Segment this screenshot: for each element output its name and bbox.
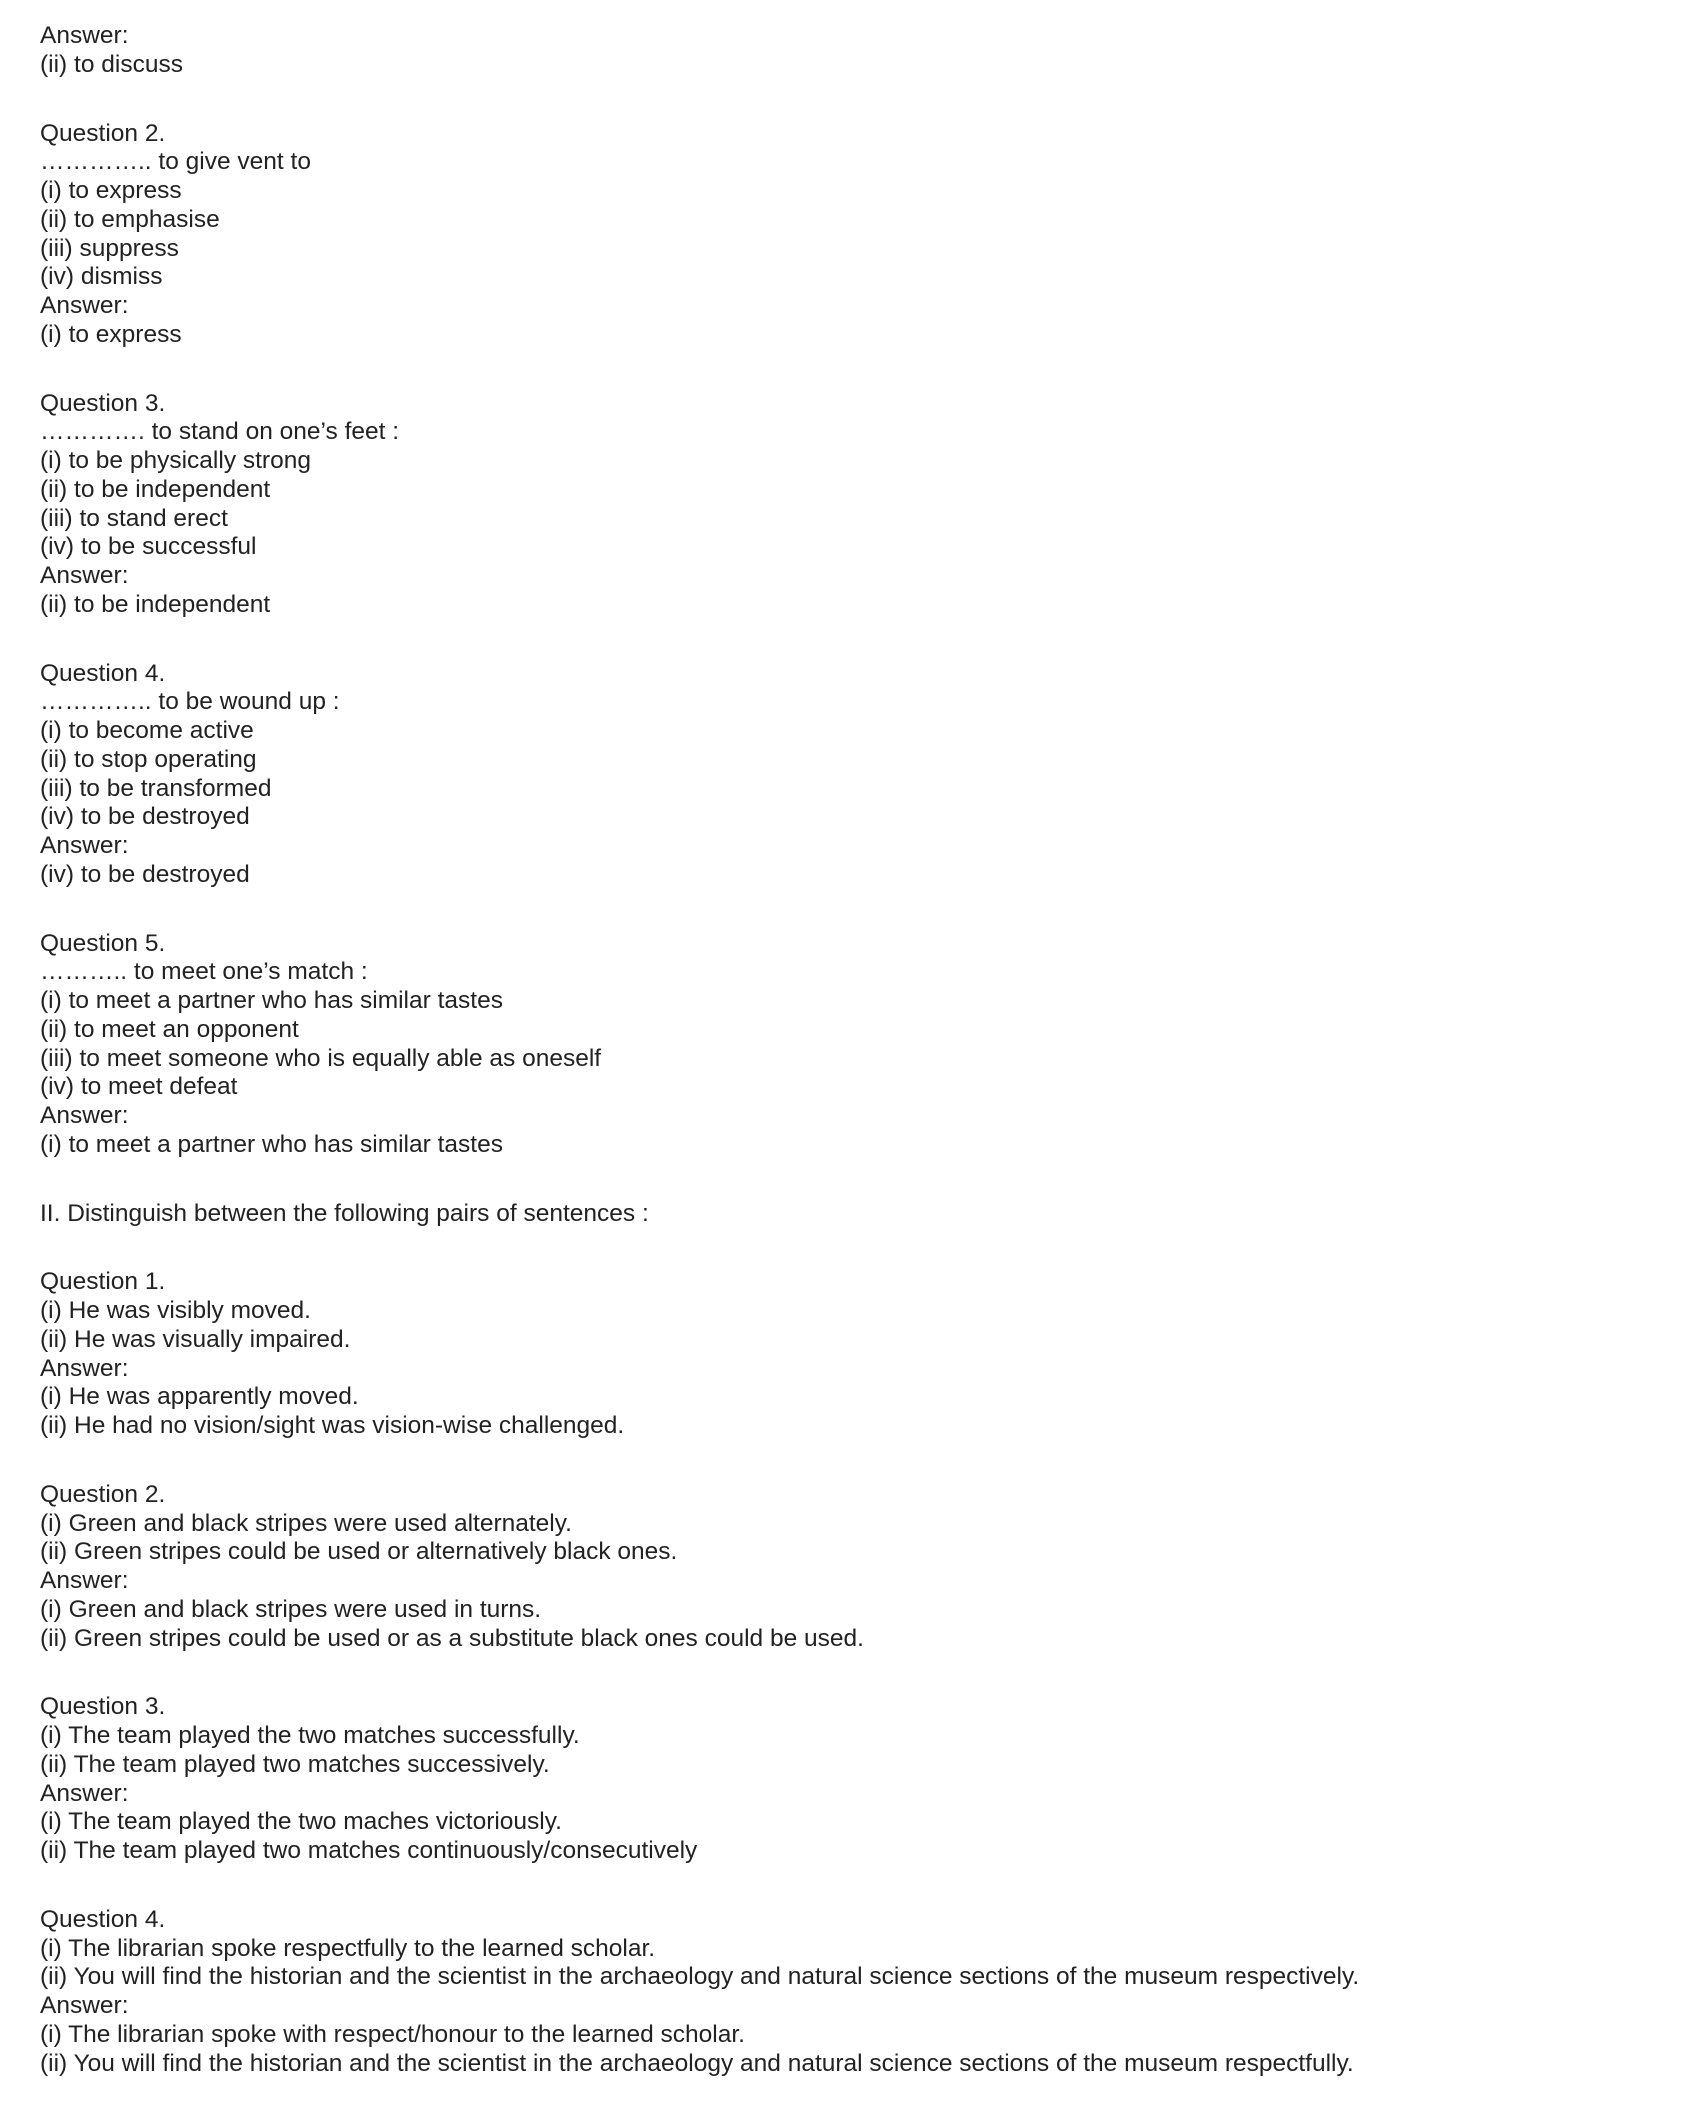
answer-label: Answer: xyxy=(40,1354,129,1382)
option-line: (ii) to discuss xyxy=(40,50,183,78)
option-line: (iv) to be destroyed xyxy=(40,860,250,888)
option-line: (ii) He had no vision/sight was vision-wise challenged. xyxy=(40,1412,625,1439)
option-line: (ii) to meet an opponent xyxy=(40,1015,299,1043)
answer-label: Answer: xyxy=(40,1992,129,2019)
option-line: (iv) to be destroyed xyxy=(40,803,250,831)
answer-label: Answer: xyxy=(40,1102,129,1129)
option-line: (ii) He was visually impaired. xyxy=(40,1325,351,1353)
option-line: (ii) to stop operating xyxy=(40,745,257,773)
question-heading: Question 1. xyxy=(40,1268,166,1296)
answer-label: Answer: xyxy=(40,22,129,49)
question-heading: Question 2. xyxy=(40,119,166,147)
option-line: (iii) to be transformed xyxy=(40,774,272,802)
paragraph-spacer xyxy=(40,890,1680,930)
option-line: (ii) to be independent xyxy=(40,590,271,618)
option-line: (ii) The team played two matches continuously/consecutively xyxy=(40,1837,698,1864)
paragraph-spacer xyxy=(40,620,1680,660)
section-heading: II. Distinguish between the following pairs of sentences : xyxy=(40,1199,649,1227)
option-line: (i) The librarian spoke with respect/honour to the learned scholar. xyxy=(40,2020,745,2048)
option-line: (i) Green and black stripes were used alternately. xyxy=(40,1509,572,1537)
option-line: (iii) to meet someone who is equally able as oneself xyxy=(40,1044,602,1072)
option-line: (i) He was apparently moved. xyxy=(40,1383,359,1411)
option-line: (iii) to stand erect xyxy=(40,504,228,532)
question-heading: Question 5. xyxy=(40,929,166,957)
answer-label: Answer: xyxy=(40,292,129,319)
option-line: (i) Green and black stripes were used in turns. xyxy=(40,1595,542,1623)
paragraph-spacer xyxy=(40,80,1680,120)
option-line: (i) to express xyxy=(40,177,182,204)
answer-label: Answer: xyxy=(40,832,129,859)
prompt-line: ……….. to meet one’s match : xyxy=(40,958,368,986)
paragraph-spacer xyxy=(40,1160,1680,1200)
prompt-line: ………….. to give vent to xyxy=(40,148,311,176)
paragraph-spacer xyxy=(40,1441,1680,1481)
option-line: (i) The librarian spoke respectfully to the learned scholar. xyxy=(40,1934,656,1962)
option-line: (ii) You will find the historian and the scientist in the archaeology and natural science sections of the museum respectively. xyxy=(40,1963,1360,1991)
option-line: (ii) Green stripes could be used or as a substitute black ones could be used. xyxy=(40,1624,864,1652)
option-line: (ii) Green stripes could be used or alternatively black ones. xyxy=(40,1538,678,1566)
option-line: (iv) to be successful xyxy=(40,533,257,561)
prompt-line: ………….. to be wound up : xyxy=(40,688,340,716)
answer-label: Answer: xyxy=(40,562,129,589)
option-line: (ii) to emphasise xyxy=(40,205,220,233)
paragraph-spacer xyxy=(40,1653,1680,1693)
question-heading: Question 4. xyxy=(40,1905,166,1933)
option-line: (i) to meet a partner who has similar tastes xyxy=(40,987,503,1014)
question-heading: Question 3. xyxy=(40,389,166,417)
option-line: (i) The team played the two matches successfully. xyxy=(40,1722,580,1749)
option-line: (i) to become active xyxy=(40,717,254,744)
question-heading: Question 3. xyxy=(40,1693,166,1721)
option-line: (i) The team played the two maches victoriously. xyxy=(40,1808,562,1836)
answer-label: Answer: xyxy=(40,1567,129,1594)
document-body xyxy=(40,22,1680,2078)
option-line: (iii) suppress xyxy=(40,234,179,262)
option-line: (ii) The team played two matches successively. xyxy=(40,1750,550,1778)
option-line: (i) He was visibly moved. xyxy=(40,1297,311,1324)
question-heading: Question 2. xyxy=(40,1480,166,1508)
paragraph-spacer xyxy=(40,350,1680,390)
paragraph-spacer xyxy=(40,1228,1680,1268)
option-line: (i) to express xyxy=(40,320,182,348)
option-line: (ii) You will find the historian and the scientist in the archaeology and natural science sections of the museum respectfully. xyxy=(40,2049,1354,2077)
prompt-line: …………. to stand on one’s feet : xyxy=(40,418,400,446)
option-line: (i) to meet a partner who has similar tastes xyxy=(40,1130,503,1158)
paragraph-spacer xyxy=(40,1866,1680,1906)
option-line: (i) to be physically strong xyxy=(40,447,311,474)
question-heading: Question 4. xyxy=(40,659,166,687)
option-line: (iv) to meet defeat xyxy=(40,1073,238,1101)
option-line: (iv) dismiss xyxy=(40,263,163,291)
option-line: (ii) to be independent xyxy=(40,475,271,503)
answer-label: Answer: xyxy=(40,1779,129,1807)
